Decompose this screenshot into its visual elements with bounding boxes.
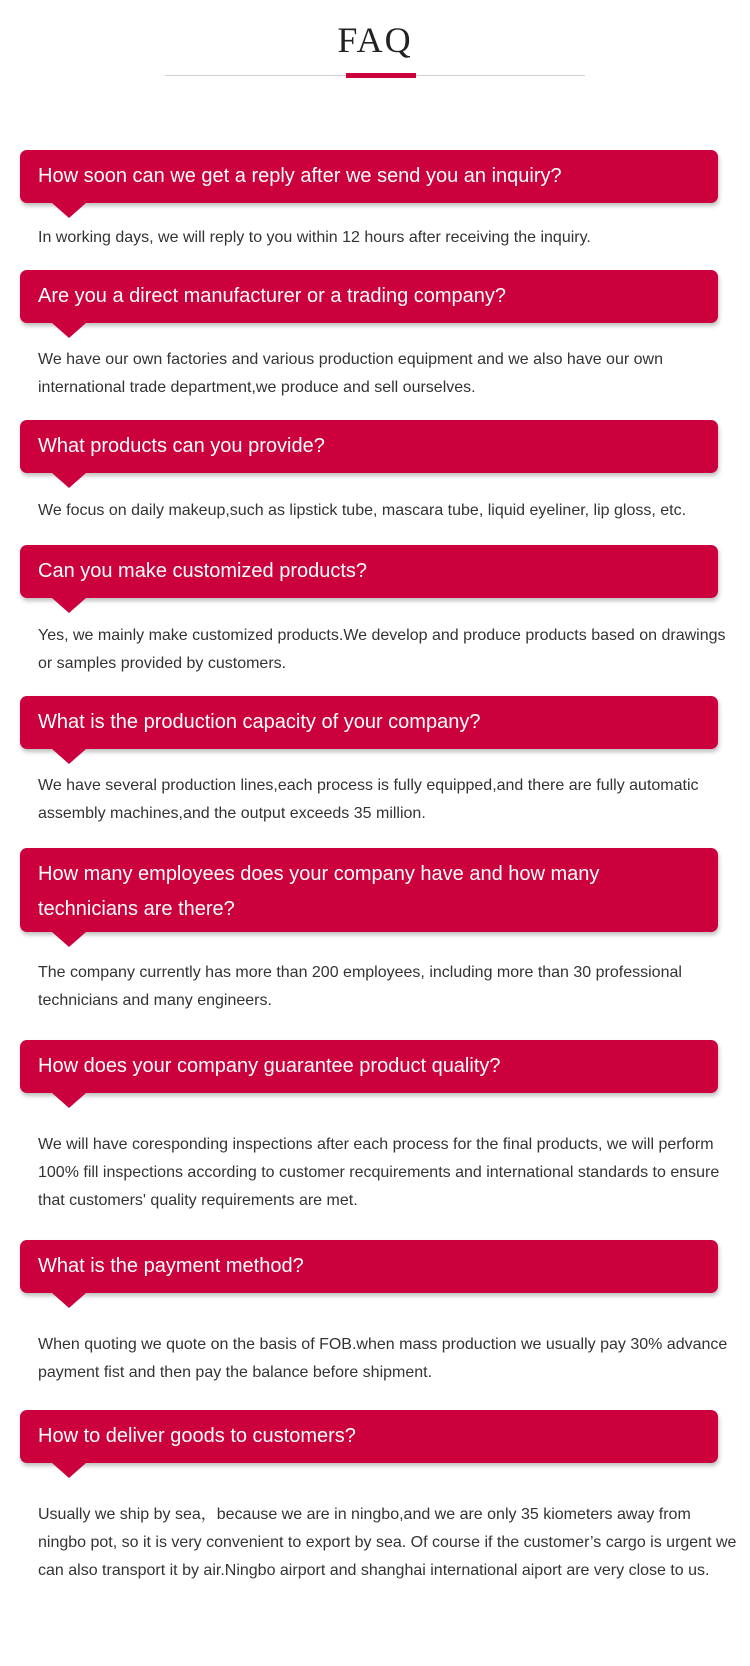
title-accent-bar (346, 73, 416, 78)
question-text: Are you a direct manufacturer or a trading company? (38, 285, 507, 307)
question-pointer (52, 932, 86, 947)
question-pointer (52, 1293, 86, 1308)
question-box (20, 270, 718, 323)
answer-text: Usually we ship by sea，because we are in ningbo,and we are only 35 kiometers away from ningbo pot, so it is very convenient to export by sea. Of course if the customer’s cargo is urgent we can also transport it by air.Ningbo airport and shanghai international aiport are very close to us. (38, 1506, 737, 1579)
answer-text: Yes, we mainly make customized products.We develop and produce products based on drawings or samples provided by customers. (38, 627, 726, 672)
answer-text: We have several production lines,each process is fully equipped,and there are fully automatic assembly machines,and the output exceeds 35 million. (38, 777, 699, 822)
question-box (20, 696, 718, 749)
question-box (20, 150, 718, 203)
question-box (20, 848, 718, 932)
question-pointer (52, 1093, 86, 1108)
question-pointer (52, 473, 86, 488)
question-box (20, 1240, 718, 1293)
question-box (20, 1040, 718, 1093)
faq-header (0, 0, 750, 90)
question-text: How does your company guarantee product quality? (38, 1055, 501, 1077)
question-text: How to deliver goods to customers? (38, 1425, 356, 1447)
question-text: Can you make customized products? (38, 560, 368, 582)
question-text: What is the production capacity of your company? (38, 711, 481, 733)
answer-text: The company currently has more than 200 employees, including more than 30 professional technicians and many engineers. (38, 964, 682, 1009)
question-pointer (52, 598, 86, 613)
question-box (20, 545, 718, 598)
question-text: How soon can we get a reply after we send you an inquiry? (38, 165, 562, 187)
answer-text: We focus on daily makeup,such as lipstick tube, mascara tube, liquid eyeliner, lip gloss, etc. (38, 502, 687, 519)
question-box (20, 420, 718, 473)
question-text: What products can you provide? (38, 435, 325, 457)
answer-text: When quoting we quote on the basis of FOB.when mass production we usually pay 30% advance payment fist and then pay the balance before shipment. (38, 1336, 728, 1381)
question-pointer (52, 1463, 86, 1478)
answer-text: In working days, we will reply to you within 12 hours after receiving the inquiry. (38, 229, 591, 246)
question-text: What is the payment method? (38, 1255, 304, 1277)
answer-text: We have our own factories and various production equipment and we also have our own international trade department,we produce and sell ourselves. (38, 351, 663, 396)
question-pointer (52, 203, 86, 218)
question-text: How many employees does your company have and how many technicians are there? (38, 863, 600, 920)
answer-text: We will have coresponding inspections after each process for the final products, we will perform 100% fill inspections according to customer recquirements and international standards to ensure that customers' quality requirements are met. (38, 1136, 720, 1209)
question-pointer (52, 749, 86, 764)
question-box (20, 1410, 718, 1463)
question-pointer (52, 323, 86, 338)
page-title: FAQ (337, 20, 413, 60)
